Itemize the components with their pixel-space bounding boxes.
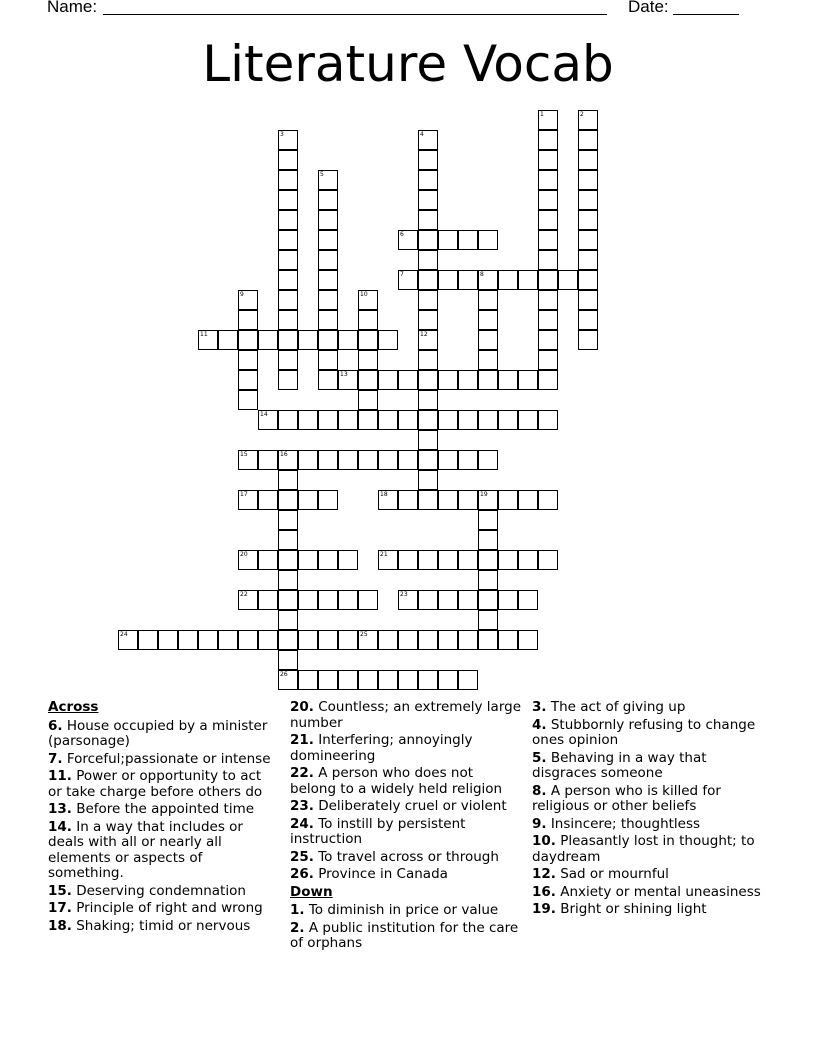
crossword-cell[interactable] [418,370,438,390]
crossword-cell[interactable] [358,310,378,330]
page-title: Literature Vocab [202,35,614,93]
crossword-cell[interactable] [558,270,578,290]
crossword-cell[interactable] [278,230,298,250]
crossword-cell[interactable] [398,630,418,650]
crossword-cell[interactable] [278,630,298,650]
crossword-cell[interactable] [578,270,598,290]
crossword-cell[interactable] [438,230,458,250]
across-clue: 23. Deliberately cruel or violent [290,798,507,814]
crossword-cell[interactable] [498,590,518,610]
crossword-cell[interactable] [318,310,338,330]
crossword-cell[interactable] [278,550,298,570]
down-clue: 16. Anxiety or mental uneasiness [532,883,761,900]
clue-number: 6 [400,231,404,238]
crossword-cell[interactable] [238,370,258,390]
crossword-cell[interactable] [418,470,438,490]
crossword-cell[interactable] [418,210,438,230]
down-clue: 8. A person who is killed for religious or other beliefs [532,782,721,814]
crossword-cell-9[interactable] [238,290,258,310]
crossword-cell[interactable] [418,490,438,510]
crossword-cell[interactable] [478,450,498,470]
crossword-cell[interactable] [438,270,458,290]
crossword-cell[interactable] [278,370,298,390]
crossword-cell[interactable] [378,410,398,430]
crossword-cell[interactable] [258,450,278,470]
crossword-cell[interactable] [538,330,558,350]
crossword-cell[interactable] [278,150,298,170]
crossword-cell[interactable] [298,450,318,470]
crossword-cell[interactable] [338,630,358,650]
crossword-cell[interactable] [418,310,438,330]
down-clue: 4. Stubbornly refusing to change ones opinion [532,716,756,748]
across-clue: 15. Deserving condemnation [48,882,246,899]
crossword-cell[interactable] [278,470,298,490]
crossword-cell[interactable] [298,330,318,350]
crossword-cell[interactable] [538,230,558,250]
across-clue: 18. Shaking; timid or nervous [48,917,251,934]
crossword-cell[interactable] [518,370,538,390]
clue-number: 15 [240,451,248,458]
across-clue: 11. Power or opportunity to act or take charge before others do [48,768,263,800]
across-clue: 7. Forceful;passionate or intense [48,750,271,767]
crossword-cell[interactable] [478,230,498,250]
crossword-cell[interactable] [338,330,358,350]
crossword-cell[interactable] [278,290,298,310]
clue-number: 11 [200,331,208,338]
crossword-cell[interactable] [258,330,278,350]
crossword-cell[interactable] [478,330,498,350]
crossword-cell[interactable] [578,310,598,330]
crossword-cell[interactable] [318,250,338,270]
crossword-cell[interactable] [318,590,338,610]
clue-number: 7 [400,271,404,278]
crossword-cell[interactable] [318,350,338,370]
clue-number: 19 [480,491,488,498]
crossword-cell[interactable] [378,330,398,350]
crossword-cell-6[interactable] [398,230,418,250]
crossword-cell[interactable] [538,170,558,190]
crossword-cell[interactable] [538,550,558,570]
crossword-cell[interactable] [318,490,338,510]
crossword-cell-15[interactable] [238,450,258,470]
crossword-cell[interactable] [518,270,538,290]
crossword-cell[interactable] [398,670,418,690]
crossword-cell[interactable] [418,670,438,690]
crossword-cell[interactable] [418,270,438,290]
crossword-cell[interactable] [438,450,458,470]
crossword-cell[interactable] [398,490,418,510]
crossword-cell[interactable] [278,490,298,510]
crossword-cell[interactable] [458,670,478,690]
crossword-cell[interactable] [578,290,598,310]
crossword-cell[interactable] [478,350,498,370]
down-clue: 1. To diminish in price or value [290,902,499,918]
crossword-cell[interactable] [438,490,458,510]
crossword-cell[interactable] [318,370,338,390]
across-clue: 25. To travel across or through [290,848,499,865]
across-clue: 17. Principle of right and wrong [48,900,263,916]
crossword-cell[interactable] [478,550,498,570]
crossword-cell[interactable] [458,370,478,390]
crossword-cell[interactable] [158,630,178,650]
crossword-cell[interactable] [498,410,518,430]
crossword-cell[interactable] [178,630,198,650]
crossword-cell[interactable] [418,150,438,170]
crossword-cell[interactable] [218,330,238,350]
across-clue: 14. In a way that includes or deals with all or nearly all elements or aspects of something. [48,818,243,881]
crossword-cell[interactable] [518,550,538,570]
down-clue: 19. Bright or shining light [532,901,707,917]
crossword-cell[interactable] [378,370,398,390]
crossword-cell[interactable] [478,530,498,550]
clue-number: 9 [240,291,244,298]
crossword-cell[interactable] [518,410,538,430]
crossword-cell-17[interactable] [238,490,258,510]
crossword-cell[interactable] [478,610,498,630]
crossword-cell[interactable] [278,330,298,350]
clue-number: 14 [260,411,268,418]
clue-number: 25 [360,631,368,638]
crossword-cell[interactable] [438,670,458,690]
crossword-cell[interactable] [278,530,298,550]
crossword-cell[interactable] [358,410,378,430]
crossword-cell-12[interactable] [418,330,438,350]
across-clue: 21. Interfering; annoyingly domineering [290,732,473,764]
crossword-cell[interactable] [578,250,598,270]
clue-number: 20 [240,551,248,558]
crossword-cell[interactable] [518,630,538,650]
crossword-cell[interactable] [238,390,258,410]
crossword-cell[interactable] [298,490,318,510]
crossword-cell[interactable] [418,230,438,250]
across-heading: Across [48,699,99,715]
crossword-cell[interactable] [458,550,478,570]
crossword-cell[interactable] [358,330,378,350]
crossword-cell-20[interactable] [238,550,258,570]
crossword-cell[interactable] [478,370,498,390]
crossword-cell[interactable] [418,350,438,370]
crossword-cell[interactable] [398,450,418,470]
crossword-cell[interactable] [438,550,458,570]
crossword-cell[interactable] [338,590,358,610]
crossword-cell[interactable] [278,610,298,630]
crossword-cell[interactable] [538,370,558,390]
clue-number: 12 [420,331,428,338]
crossword-cell[interactable] [538,150,558,170]
crossword-cell[interactable] [278,650,298,670]
down-heading: Down [290,883,333,900]
crossword-cell[interactable] [338,410,358,430]
crossword-cell[interactable] [278,170,298,190]
crossword-cell[interactable] [498,630,518,650]
down-clue: 5. Behaving in a way that disgraces someone [532,749,707,781]
crossword-cell[interactable] [478,410,498,430]
crossword-cell[interactable] [418,550,438,570]
clue-number: 17 [240,491,248,498]
crossword-cell[interactable] [318,290,338,310]
crossword-cell[interactable] [318,270,338,290]
crossword-cell[interactable] [578,130,598,150]
clue-column-3 [532,700,767,920]
crossword-cell-8[interactable] [478,270,498,290]
crossword-cell[interactable] [258,590,278,610]
crossword-cell[interactable] [318,230,338,250]
crossword-cell[interactable] [338,450,358,470]
crossword-cell-7[interactable] [398,270,418,290]
crossword-cell[interactable] [378,450,398,470]
crossword-cell-10[interactable] [358,290,378,310]
crossword-cell[interactable] [278,190,298,210]
crossword-cell[interactable] [298,410,318,430]
crossword-cell[interactable] [318,670,338,690]
crossword-cell[interactable] [538,350,558,370]
crossword-cell[interactable] [238,330,258,350]
crossword-cell-23[interactable] [398,590,418,610]
crossword-cell[interactable] [418,450,438,470]
crossword-cell-1[interactable] [538,110,558,130]
crossword-cell[interactable] [198,630,218,650]
crossword-cell[interactable] [578,230,598,250]
crossword-cell[interactable] [438,410,458,430]
crossword-cell[interactable] [318,550,338,570]
crossword-cell[interactable] [298,670,318,690]
crossword-cell[interactable] [278,310,298,330]
crossword-cell[interactable] [278,570,298,590]
crossword-cell[interactable] [518,590,538,610]
crossword-cell[interactable] [538,410,558,430]
crossword-cell[interactable] [418,190,438,210]
across-clue: 26. Province in Canada [290,866,448,882]
crossword-cell[interactable] [258,630,278,650]
crossword-cell-16[interactable] [278,450,298,470]
crossword-cell[interactable] [438,590,458,610]
crossword-cell[interactable] [318,630,338,650]
across-clue: 6. House occupied by a minister (parsonage) [48,717,268,749]
crossword-cell[interactable] [458,410,478,430]
crossword-cell[interactable] [358,590,378,610]
crossword-cell[interactable] [478,510,498,530]
crossword-cell[interactable] [398,410,418,430]
clue-column-2 [290,700,522,954]
crossword-cell[interactable] [478,310,498,330]
clue-number: 21 [380,551,388,558]
crossword-cell[interactable] [278,210,298,230]
name-label: Name: [47,0,98,16]
crossword-cell[interactable] [238,630,258,650]
clue-column-1 [48,700,278,936]
crossword-cell[interactable] [318,410,338,430]
crossword-cell[interactable] [578,170,598,190]
crossword-cell[interactable] [418,290,438,310]
crossword-cell[interactable] [418,630,438,650]
down-clue: 2. A public institution for the care of orphans [290,919,519,951]
clue-number: 10 [360,291,368,298]
crossword-cell[interactable] [238,350,258,370]
crossword-cell[interactable] [378,630,398,650]
crossword-cell[interactable] [518,490,538,510]
crossword-cell[interactable] [418,410,438,430]
crossword-cell[interactable] [498,270,518,290]
date-label: Date: [628,0,669,16]
crossword-cell[interactable] [338,550,358,570]
crossword-cell[interactable] [418,170,438,190]
clue-number: 24 [120,631,128,638]
crossword-cell[interactable] [458,270,478,290]
crossword-cell[interactable] [538,130,558,150]
crossword-cell[interactable] [418,430,438,450]
clue-number: 16 [280,451,288,458]
crossword-cell-5[interactable] [318,170,338,190]
crossword-cell[interactable] [338,670,358,690]
crossword-cell[interactable] [398,370,418,390]
down-clue: 10. Pleasantly lost in thought; to daydream [532,833,755,865]
crossword-cell[interactable] [398,550,418,570]
clue-number: 2 [580,111,584,118]
down-clue: 9. Insincere; thoughtless [532,815,701,832]
crossword-cell[interactable] [578,150,598,170]
crossword-cell[interactable] [358,450,378,470]
crossword-cell[interactable] [538,210,558,230]
crossword-cell[interactable] [458,450,478,470]
clue-number: 22 [240,591,248,598]
down-clue: 3. The act of giving up [532,699,686,715]
crossword-cell[interactable] [458,630,478,650]
crossword-cell[interactable] [538,490,558,510]
across-clue: 24. To instill by persistent instruction [290,815,466,847]
crossword-cell[interactable] [298,550,318,570]
crossword-cell[interactable] [438,370,458,390]
crossword-cell[interactable] [438,630,458,650]
crossword-cell[interactable] [498,490,518,510]
crossword-cell[interactable] [358,370,378,390]
crossword-cell[interactable] [538,270,558,290]
crossword-cell[interactable] [298,630,318,650]
crossword-cell[interactable] [258,550,278,570]
crossword-cell[interactable] [358,670,378,690]
crossword-cell-3[interactable] [278,130,298,150]
crossword-cell-2[interactable] [578,110,598,130]
crossword-cell[interactable] [478,570,498,590]
crossword-cell[interactable] [138,630,158,650]
crossword-cell[interactable] [378,670,398,690]
crossword-cell[interactable] [418,590,438,610]
clue-number: 1 [540,111,544,118]
crossword-cell[interactable] [478,290,498,310]
down-clue: 12. Sad or mournful [532,866,669,882]
crossword-cell[interactable] [318,450,338,470]
crossword-cell-13[interactable] [338,370,358,390]
crossword-cell[interactable] [318,210,338,230]
crossword-cell[interactable] [258,490,278,510]
crossword-cell[interactable] [278,270,298,290]
crossword-cell-26[interactable] [278,670,298,690]
crossword-cell[interactable] [498,370,518,390]
clue-number: 8 [480,271,484,278]
clue-number: 26 [280,671,288,678]
crossword-cell[interactable] [478,630,498,650]
crossword-cell[interactable] [278,510,298,530]
crossword-cell-22[interactable] [238,590,258,610]
crossword-cell-18[interactable] [378,490,398,510]
clue-number: 3 [280,131,284,138]
crossword-cell[interactable] [418,390,438,410]
clue-number: 13 [340,371,348,378]
crossword-cell[interactable] [278,250,298,270]
across-clue: 13. Before the appointed time [48,801,255,817]
clue-number: 18 [380,491,388,498]
crossword-cell[interactable] [278,410,298,430]
crossword-cell[interactable] [458,230,478,250]
crossword-cell-4[interactable] [418,130,438,150]
crossword-cell[interactable] [538,290,558,310]
across-clue: 20. Countless; an extremely large number [290,699,522,731]
crossword-cell[interactable] [318,330,338,350]
crossword-cell[interactable] [538,250,558,270]
crossword-cell[interactable] [538,310,558,330]
crossword-cell[interactable] [358,350,378,370]
crossword-cell[interactable] [418,250,438,270]
crossword-cell[interactable] [318,190,338,210]
crossword-cell-14[interactable] [258,410,278,430]
crossword-cell[interactable] [238,310,258,330]
crossword-cell[interactable] [478,590,498,610]
clue-number: 23 [400,591,408,598]
crossword-cell[interactable] [278,590,298,610]
crossword-cell-19[interactable] [478,490,498,510]
crossword-cell[interactable] [578,190,598,210]
crossword-cell[interactable] [498,550,518,570]
crossword-cell-24[interactable] [118,630,138,650]
crossword-cell[interactable] [358,390,378,410]
clue-number: 5 [320,171,324,178]
crossword-cell-25[interactable] [358,630,378,650]
crossword-cell-11[interactable] [198,330,218,350]
crossword-cell[interactable] [278,350,298,370]
crossword-cell[interactable] [458,590,478,610]
crossword-cell[interactable] [538,190,558,210]
crossword-cell[interactable] [578,330,598,350]
clue-number: 4 [420,131,424,138]
crossword-cell[interactable] [218,630,238,650]
across-clue: 22. A person who does not belong to a widely held religion [290,765,503,797]
crossword-cell-21[interactable] [378,550,398,570]
crossword-cell[interactable] [578,210,598,230]
crossword-cell[interactable] [458,490,478,510]
crossword-cell[interactable] [298,590,318,610]
